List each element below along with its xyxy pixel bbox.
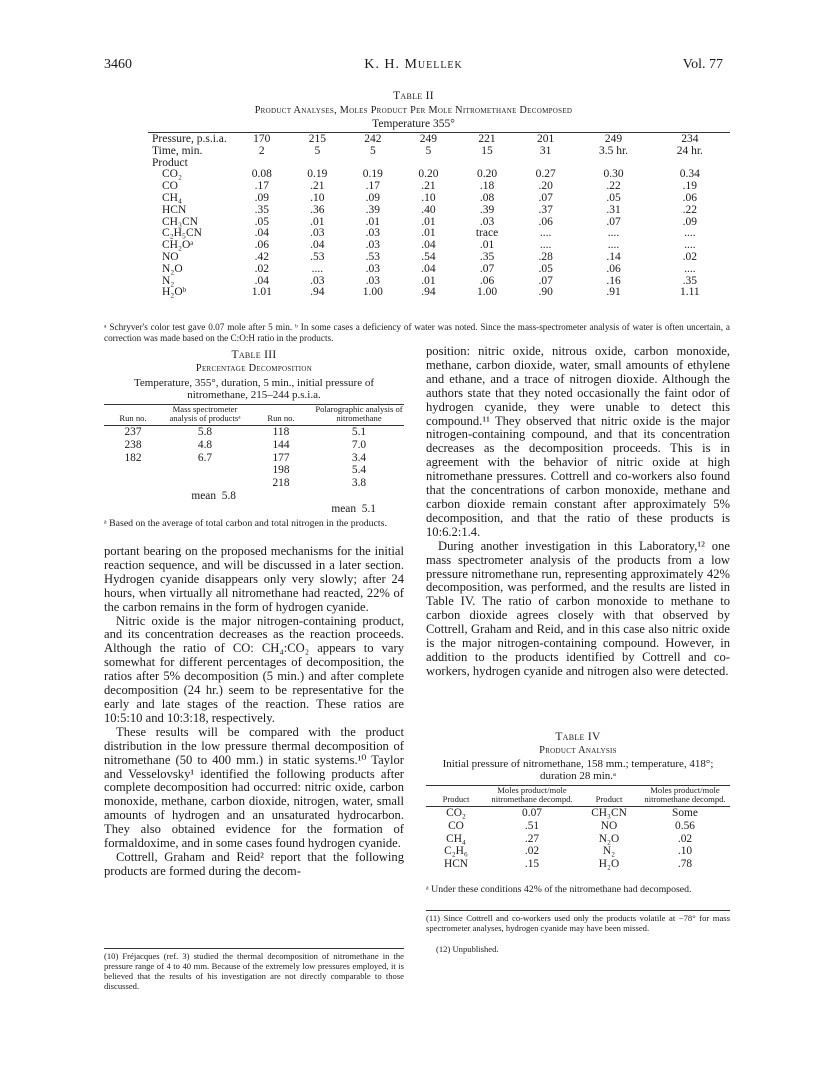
- table2-time-cell: 5: [369, 144, 376, 157]
- left-paragraph-1: portant bearing on the proposed mechanisms for the initial reaction sequence, and will be discussed in a later section. Hydrogen cyanide disappears only very slowly; after 24 hours, when virtually all nitromethane had reacted, 22% of the carbon remains in the form of hydrogen cyanide.: [104, 544, 404, 614]
- table2-pressure-cell: 249: [604, 133, 623, 145]
- table2-cell: 0.20: [418, 168, 439, 181]
- table4: [426, 786, 730, 871]
- table2-cell: .16: [606, 274, 621, 287]
- table2-footnote: ᵃ Schryver's color test gave 0.07 mole after 5 min. ᵇ In some cases a deficiency of water was noted. Since the mass-spectrometer analysis of water is often uncertain, a correction was made based on the C:O:H ratio in the products.: [104, 322, 730, 343]
- table2-cell: .07: [479, 262, 495, 275]
- table2-row: [152, 240, 726, 252]
- table2-title: Product Analyses, Moles Product Per Mole Nitromethane Decomposed: [254, 105, 573, 116]
- table4-header-product-1: Product: [442, 794, 470, 804]
- table2-cell: .01: [421, 215, 436, 228]
- table3-mean-row: [104, 490, 404, 503]
- table2-row: [152, 169, 726, 181]
- table2-cell: ....: [607, 239, 620, 252]
- table4-cell-p1: C₂H₆: [444, 845, 468, 858]
- table4-cell-v1: .51: [524, 819, 540, 832]
- table2-product-name: N₂O: [162, 262, 183, 275]
- table2-cell: .19: [682, 180, 698, 193]
- table2-cell: 0.19: [362, 168, 383, 181]
- table3-header-polaro: Polarographic analysis of nitromethane: [315, 404, 403, 423]
- table2-cell: .05: [538, 262, 553, 275]
- table2-cell: .06: [479, 274, 495, 287]
- table4-cell-p2: CH₃CN: [591, 807, 627, 819]
- table2-cell: ....: [607, 227, 620, 240]
- table2-cell: ....: [311, 262, 324, 275]
- table3-mean-right: 5.1: [361, 502, 376, 515]
- table2-time-cell: 5: [425, 144, 432, 157]
- table3-mean-left: 5.8: [221, 489, 236, 502]
- table2-cell: .10: [310, 191, 325, 204]
- table2-cell: .17: [365, 180, 381, 193]
- table4-cell-p1: CO₂: [446, 807, 466, 819]
- table2-pressure-cell: 170: [253, 133, 271, 145]
- table2-cell: .17: [254, 180, 269, 193]
- table4-cell-v1: 0.07: [522, 807, 542, 819]
- left-paragraph-4: Cottrell, Graham and Reid² report that the following products are formed during the decom-: [104, 849, 404, 878]
- table2-subtitle: Temperature 355°: [372, 118, 455, 130]
- table2-cell: .42: [254, 250, 269, 263]
- right-footnote-rule: [426, 910, 730, 911]
- table2-cell: 0.20: [476, 168, 498, 181]
- table3-caption: Temperature, 355°, duration, 5 min., initial pressure of nitromethane, 215–244 p.s.i.a.: [133, 377, 375, 401]
- table3-cell-run1: 238: [124, 438, 142, 451]
- table2-cell: .21: [310, 180, 325, 193]
- table2-cell: 1.00: [362, 286, 383, 299]
- table2-cell: 0.27: [535, 168, 556, 181]
- table2-cell: 0.34: [679, 168, 700, 181]
- table2-row: [152, 217, 726, 229]
- table3-cell-run2: 218: [272, 477, 290, 490]
- table2-row: [152, 252, 726, 264]
- table3-cell-run2: 198: [272, 464, 290, 477]
- table2-cell: ....: [684, 262, 696, 275]
- table4-footnote: ᵃ Under these conditions 42% of the nitromethane had decomposed.: [426, 884, 692, 895]
- table2-product-name: NO: [162, 250, 179, 263]
- table4-cell-v2: .02: [677, 832, 693, 845]
- table2-cell: ....: [539, 239, 552, 252]
- table2-cell: 0.08: [251, 168, 272, 181]
- table2-cell: .03: [365, 274, 381, 287]
- table2-cell: .01: [421, 227, 436, 240]
- table2-cell: .03: [365, 262, 381, 275]
- table4-row: [426, 833, 730, 846]
- table3-cell-mass: [162, 477, 248, 490]
- table2-rule-top: [148, 132, 730, 133]
- table3-cell-mass: [162, 464, 248, 477]
- table2-cell: .03: [365, 227, 381, 240]
- table2-cell: .06: [254, 239, 269, 252]
- table3-cell-polaro: 7.0: [351, 438, 367, 451]
- table2-cell: .53: [310, 250, 325, 263]
- table3-cell-run2: 177: [272, 451, 290, 464]
- table2-cell: .09: [365, 191, 381, 204]
- table3-cell-run1: [104, 464, 162, 477]
- table2-cell: trace: [475, 227, 499, 240]
- table2-pressure-cell: 242: [364, 133, 382, 145]
- table4-header-product-2: Product: [595, 794, 623, 804]
- table2-cell: .35: [254, 203, 269, 216]
- footnote-10: (10) Fréjacques (ref. 3) studied the thermal decomposition of nitromethane in the pressure range of 4 to 40 mm. Because of the extremely low pressures employed, it is believed that the results of his investigation are not directly comparable to those discussed.: [104, 951, 404, 991]
- table3-cell-run2: 118: [272, 426, 290, 438]
- table2-cell: .07: [606, 215, 621, 228]
- table4-header-moles-2: Moles product/mole nitromethane decompd.: [644, 785, 726, 804]
- table2-cell: .03: [310, 274, 325, 287]
- right-column-text: [426, 345, 730, 679]
- table3-cell-polaro: 3.8: [351, 477, 367, 490]
- volume-label: Vol. 77: [682, 57, 723, 72]
- table4-title: Product Analysis: [539, 745, 617, 756]
- table3-cell-mass: 6.7: [197, 451, 213, 464]
- footnote-12: (12) Unpublished.: [436, 944, 499, 954]
- table2-cell: .20: [538, 180, 553, 193]
- table2-cell: .39: [479, 203, 495, 216]
- right-paragraph-1: position: nitric oxide, nitrous oxide, carbon monoxide, methane, carbon dioxide, water, small amounts of ethylene and ethane, and a trace of nitrogen dioxide. Although the authors state that they noted occasionally the faint odor of hydrogen cyanide, they were unable to detect this compound.¹¹ They observed that nitric oxide is the major nitrogen-containing compound, and that its concentration decreases as the decomposition proceeds. This is in agreement with the behavior of nitric oxide at high nitromethane pressures. Cottrell and co-workers also found that the concentrations of carbon monoxide, methane and carbon dioxide remain constant after approximately 5% decomposition, and that the ratio of these products is 10:6.2:1.4.: [426, 344, 730, 539]
- table2-cell: .94: [310, 286, 325, 299]
- table3-row: [104, 439, 404, 452]
- table2-cell: .18: [479, 180, 495, 193]
- table3-label: Table III: [231, 349, 277, 361]
- table2-time-row: [152, 146, 726, 158]
- table3-row: [104, 452, 404, 465]
- table4-cell-v2: .10: [677, 845, 693, 858]
- table2-row: [152, 276, 726, 288]
- table3-cell-run1: 182: [124, 451, 142, 464]
- table2-time-cell: 2: [258, 144, 265, 157]
- table2-time-cell: 15: [481, 144, 493, 157]
- table3-mean-row-2: [104, 503, 404, 516]
- table2-cell: .03: [310, 227, 325, 240]
- table2-cell: .91: [606, 286, 621, 299]
- table3-cell-run2: 144: [272, 438, 290, 451]
- table2-cell: .31: [606, 203, 621, 216]
- table3-row: [104, 426, 404, 439]
- table4-row: [426, 807, 730, 820]
- table2-cell: .01: [310, 215, 325, 228]
- table2-pressure-cell: 215: [308, 133, 326, 145]
- table4-caption: Initial pressure of nitromethane, 158 mm.; temperature, 418°; duration 28 min.ᵃ: [442, 758, 714, 782]
- table4-cell-p2: H₂O: [598, 858, 620, 871]
- table3-cell-polaro: 5.1: [351, 426, 367, 438]
- table2-product-name: CH₃CN: [162, 215, 198, 228]
- table2-cell: .04: [310, 239, 325, 252]
- table2-product-name: CO₂: [162, 168, 182, 181]
- table2-cell: .94: [421, 286, 436, 299]
- table2-row: [152, 264, 726, 276]
- table2-cell: .05: [606, 191, 621, 204]
- table2-cell: .28: [538, 250, 553, 263]
- table2-product-name: CO: [162, 180, 178, 193]
- table2-cell: .06: [538, 215, 553, 228]
- table2-cell: .22: [682, 203, 698, 216]
- table2-cell: .06: [606, 262, 621, 275]
- table4-cell-v2: 0.56: [675, 819, 695, 832]
- table3-header-run1: Run no.: [119, 413, 147, 423]
- table4-cell-v1: .02: [524, 845, 540, 858]
- table2-cell: .90: [538, 286, 553, 299]
- table4-label: Table IV: [555, 731, 601, 743]
- table2-cell: .01: [365, 215, 381, 228]
- table2-product-name: C₂H₅CN: [162, 227, 202, 240]
- table2-cell: .37: [538, 203, 553, 216]
- table2-time-cell: 3.5 hr.: [598, 144, 629, 157]
- table2-cell: .07: [538, 274, 553, 287]
- table4-cell-p1: CO: [448, 819, 464, 832]
- table2-cell: .54: [421, 250, 436, 263]
- table4-row: [426, 820, 730, 833]
- table4-cell-v2: Some: [672, 807, 698, 819]
- table2-product-name: HCN: [162, 203, 187, 216]
- table2: [152, 134, 726, 299]
- footnote-11: (11) Since Cottrell and co-workers used only the products volatile at −78° for mass spectrometer analyses, hydrogen cyanide may have been missed.: [426, 913, 730, 933]
- table4-header-moles-1: Moles product/mole nitromethane decompd.: [491, 785, 573, 804]
- table2-cell: .04: [254, 227, 269, 240]
- right-paragraph-2: During another investigation in this Laboratory,¹² one mass spectrometer analysis of the products from a low pressure nitromethane run, representing approximately 42% decomposition, was performed, and the results are listed in Table IV. The ratio of carbon monoxide to methane to carbon dioxide agrees closely with that observed by Cottrell, Graham and Reid, and in this case also nitric oxide is the major nitrogen-containing compound. However, in addition to the products identified by Cottrell and co-workers, hydrogen cyanide and nitrogen also were detected.: [426, 538, 730, 678]
- table2-time-cell: 24 hr.: [676, 144, 703, 157]
- table4-row: [426, 845, 730, 858]
- table2-cell: .53: [365, 250, 381, 263]
- table2-cell: 0.19: [307, 168, 328, 181]
- left-column-text: [104, 545, 404, 879]
- table4-cell-p1: CH₄: [446, 832, 466, 845]
- table3-cell-run1: 237: [124, 426, 142, 438]
- table2-row: [152, 193, 726, 205]
- left-footnote-rule: [104, 948, 404, 949]
- table2-row: [152, 228, 726, 240]
- table2-product-name: N₂: [162, 274, 175, 287]
- table2-cell: .03: [365, 239, 381, 252]
- table2-product-name: CH₄: [162, 191, 182, 204]
- table2-cell: .14: [606, 250, 621, 263]
- table3-mean-label-left: mean: [191, 489, 217, 502]
- table2-cell: ....: [684, 239, 696, 252]
- table3: [104, 405, 404, 516]
- table4-cell-v1: .27: [524, 832, 540, 845]
- table2-cell: .22: [606, 180, 621, 193]
- table2-cell: .09: [682, 215, 698, 228]
- table2-cell: 0.30: [603, 168, 624, 181]
- table4-row: [426, 858, 730, 871]
- table3-cell-mass: 4.8: [197, 438, 213, 451]
- table2-pressure-cell: 201: [537, 133, 555, 145]
- table2-cell: .04: [254, 274, 269, 287]
- table2-time-cell: 5: [314, 144, 321, 157]
- table2-cell: 1.11: [679, 286, 700, 299]
- table3-title: Percentage Decomposition: [195, 363, 313, 374]
- table2-cell: .05: [254, 215, 269, 228]
- table2-time-cell: 31: [539, 144, 552, 157]
- table3-cell-polaro: 5.4: [351, 464, 367, 477]
- table2-pressure-cell: 249: [419, 133, 438, 145]
- table2-product-label: Product: [152, 156, 188, 169]
- table4-cell-v2: .78: [677, 858, 693, 871]
- table2-cell: ....: [684, 227, 696, 240]
- table2-cell: .08: [479, 191, 495, 204]
- table2-cell: .39: [365, 203, 381, 216]
- table2-pressure-cell: 221: [478, 133, 496, 145]
- table2-cell: .10: [421, 191, 436, 204]
- table3-mean-label-right: mean: [331, 502, 357, 515]
- table3-row: [104, 477, 404, 490]
- left-paragraph-2: Nitric oxide is the major nitrogen-containing product, and its concentration decreases as the reaction proceeds. Although the ratio of CO: CH₄:CO₂ appears to vary somewhat for different percentages of decomposition, the ratios after 5% decomposition (5 min.) and after complete decomposition (24 hr.) seem to be representative for the early and late stages of the reaction. These ratios are 10:5:10 and 10:3:18, respectively.: [104, 613, 404, 725]
- table2-cell: .04: [421, 262, 436, 275]
- table3-header-mass: Mass spectrometer analysis of productsᵃ: [169, 404, 241, 423]
- table2-cell: .02: [254, 262, 269, 275]
- table2-product-header-row: [152, 158, 726, 170]
- table2-row: [152, 287, 726, 299]
- table3-header-run2: Run no.: [267, 413, 295, 423]
- table2-cell: .02: [682, 250, 698, 263]
- table2-cell: .01: [479, 239, 495, 252]
- table2-cell: .01: [421, 274, 436, 287]
- table2-cell: .06: [682, 191, 698, 204]
- page-number: 3460: [104, 57, 132, 72]
- table2-cell: ....: [539, 227, 552, 240]
- table2-row: [152, 205, 726, 217]
- table2-pressure-label: Pressure, p.s.i.a.: [152, 133, 227, 145]
- table4-cell-p1: HCN: [443, 858, 469, 871]
- table2-time-label: Time, min.: [152, 144, 203, 157]
- table2-cell: .21: [421, 180, 436, 193]
- table4-cell-p2: N₂: [602, 845, 616, 858]
- table2-cell: 1.00: [476, 286, 498, 299]
- table3-cell-run1: [104, 477, 162, 490]
- table2-product-name: H₂Oᵇ: [162, 286, 187, 299]
- table4-cell-v1: .15: [524, 858, 540, 871]
- table3-cell-mass: 5.8: [197, 426, 213, 438]
- table4-cell-p2: NO: [600, 819, 618, 832]
- table3-row: [104, 464, 404, 477]
- table4-cell-p2: N₂O: [598, 832, 620, 845]
- table2-cell: .03: [479, 215, 495, 228]
- left-paragraph-3: These results will be compared with the product distribution in the low pressure thermal decomposition of nitromethane (50 to 400 mm.) in static systems.¹⁰ Taylor and Vesselovsky¹ identified the following products after complete decomposition had occurred: nitric oxide, carbon monoxide, methane, carbon dioxide, nitrogen, water, small amounts of hydrogen and an unsaturated hydrocarbon. They also obtained evidence for the formation of formaldoxime, and in some cases found hydrogen cyanide.: [104, 724, 404, 851]
- table2-cell: 1.01: [251, 286, 272, 299]
- table2-cell: .09: [254, 191, 269, 204]
- table2-cell: .07: [538, 191, 553, 204]
- table2-cell: .35: [682, 274, 698, 287]
- table2-pressure-row: [152, 134, 726, 146]
- table2-cell: .40: [421, 203, 436, 216]
- table2-cell: .35: [479, 250, 495, 263]
- running-head-author: K. H. Muellek: [364, 57, 463, 72]
- table2-row: [152, 181, 726, 193]
- table3-footnote: ᵃ Based on the average of total carbon and total nitrogen in the products.: [104, 518, 387, 529]
- table2-product-name: CH₂Oᵃ: [162, 239, 194, 252]
- table2-label: Table II: [393, 90, 434, 102]
- table2-pressure-cell: 234: [681, 133, 699, 145]
- table3-cell-polaro: 3.4: [351, 451, 367, 464]
- table2-cell: .36: [310, 203, 325, 216]
- table2-cell: .04: [421, 239, 436, 252]
